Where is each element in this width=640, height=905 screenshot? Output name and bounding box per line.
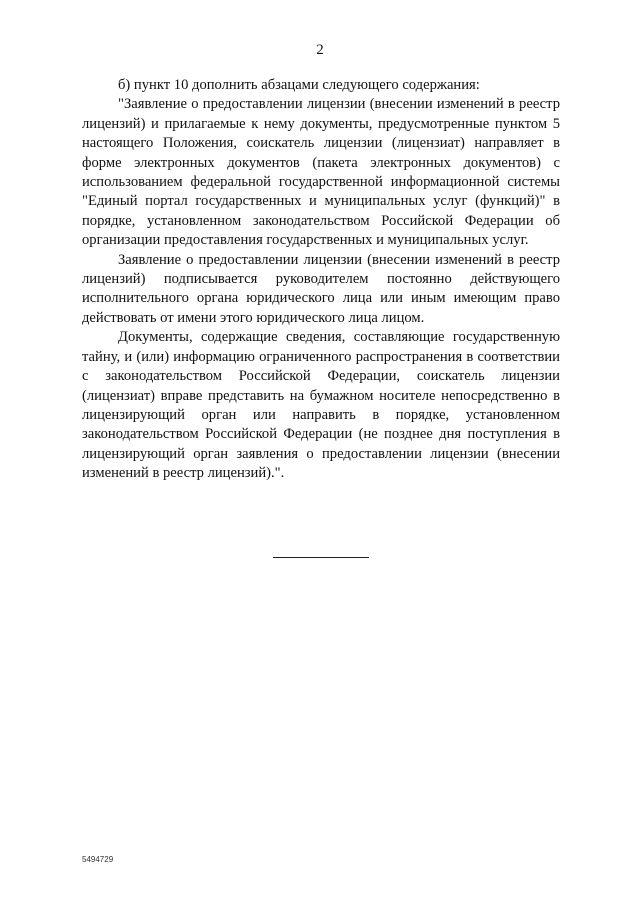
paragraph-amendment-intro: б) пункт 10 дополнить абзацами следующего содержания:: [118, 77, 480, 93]
document-code: 5494729: [82, 855, 114, 864]
end-divider: [273, 557, 369, 558]
document-body: [82, 76, 560, 484]
paragraph-electronic-submission: "Заявление о предоставлении лицензии (внесении изменений в реестр лицензий) и прилагаемые к нему документы, предусмотренные пунктом 5 настоящего Положения, соискатель лицензии (лицензиат) направляет в форме электронных документов (пакета электронных документов) с использованием федеральной государственной информационной системы "Единый портал государственных и муниципальных услуг (функций)" в порядке, установленном законодательством Российской Федерации об организации предоставления государственных и муниципальных услуг.: [82, 96, 560, 249]
paragraph-signature: Заявление о предоставлении лицензии (внесении изменений в реестр лицензий) подписывается руководителем постоянно действующего исполнительного органа юридического лица или иным имеющим право действовать от имени этого юридического лица лицом.: [82, 251, 560, 326]
page-number: 2: [316, 42, 324, 58]
paragraph-classified-documents: Документы, содержащие сведения, составляющие государственную тайну, и (или) информацию ограниченного распространения в соответствии с законодательством Российской Федерации, соискатель лицензии (лицензиат) вправе представить на бумажном носителе непосредственно в лицензирующий орган или направить в порядке, установленном законодательством Российской Федерации (не позднее дня поступления в лицензирующий орган заявления о предоставлении лицензии (внесении изменений в реестр лицензий).".: [82, 329, 560, 482]
